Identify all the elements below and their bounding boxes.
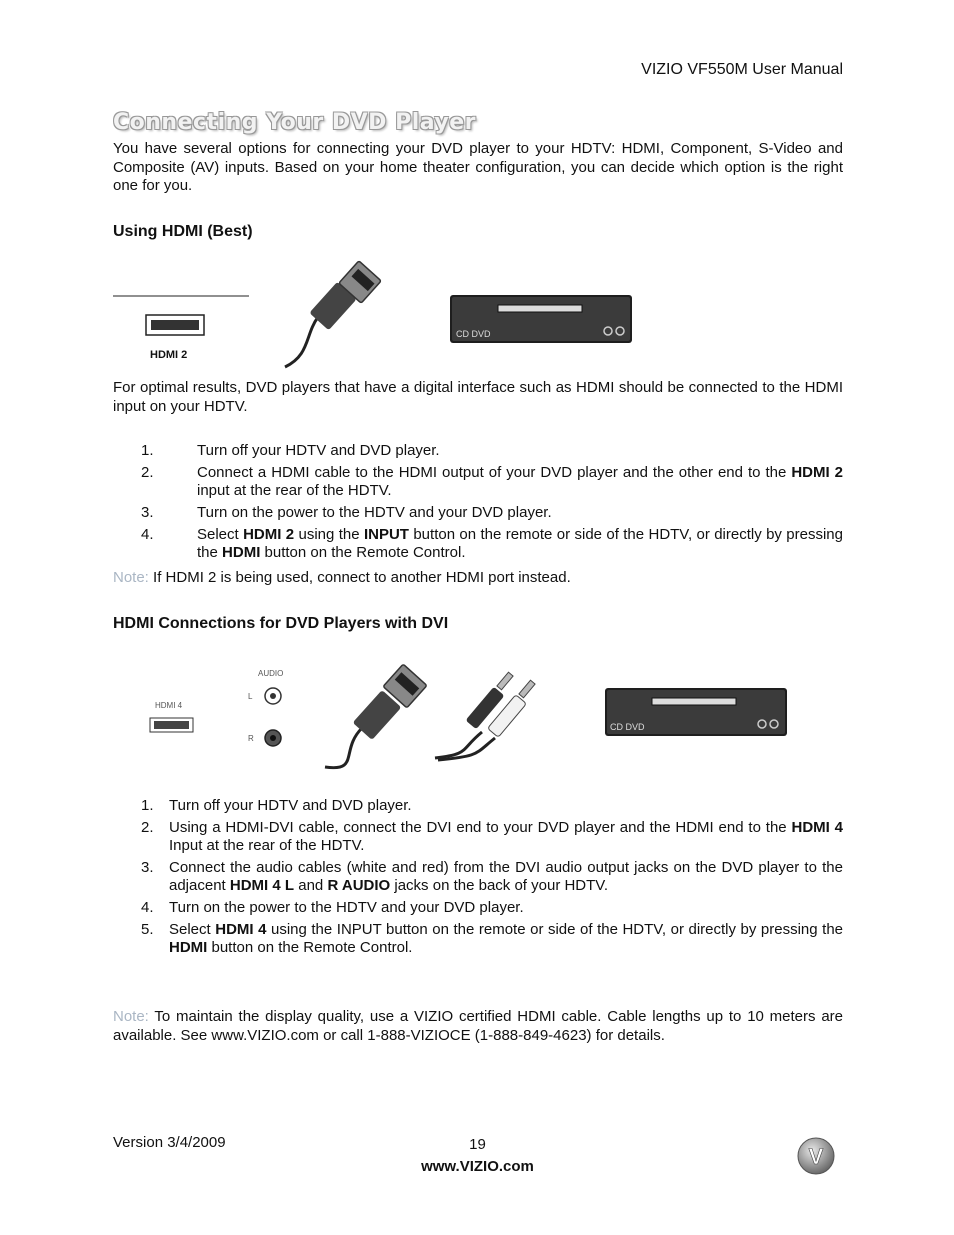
- hdmi-dvi-steps-list: [113, 797, 843, 961]
- dvd-player-icon: [450, 295, 632, 343]
- list-item: 3. Turn on the power to the HDTV and your DVD player.: [141, 504, 552, 521]
- list-item: 4. Turn on the power to the HDTV and your DVD player.: [141, 899, 524, 916]
- page-number: 19: [469, 1136, 486, 1153]
- note-label: Note:: [113, 1008, 149, 1025]
- audio-r-label: R: [248, 734, 254, 743]
- hdmi-connection-diagram: [100, 255, 660, 375]
- vizio-logo-icon: [796, 1134, 838, 1176]
- intro-paragraph: You have several options for connecting your DVD player to your HDTV: HDMI, Component, S-Video and Composite (AV) inputs. Based on your home theater configuration, you can decide which option is the right one for you.: [113, 140, 843, 194]
- note-label: Note:: [113, 569, 149, 586]
- manual-title: VIZIO VF550M User Manual: [641, 61, 843, 78]
- heading-using-hdmi: Using HDMI (Best): [113, 223, 253, 240]
- hdmi-description: For optimal results, DVD players that have a digital interface such as HDMI should be connected to the HDMI input on your HDTV.: [113, 379, 843, 415]
- list-item: 5. Select HDMI 4 using the INPUT button on the remote or side of the HDTV, or directly by pressing the HDMI button on the Remote Control.: [141, 921, 844, 956]
- dvd-player-label: CD DVD: [610, 722, 645, 732]
- list-item: 1. Turn off your HDTV and DVD player.: [141, 797, 412, 814]
- section-title: Connecting Your DVD Player: [113, 110, 477, 135]
- hdmi-note: Note: If HDMI 2 is being used, connect to another HDMI port instead.: [113, 569, 571, 586]
- hdmi-dvi-cable-icon: [325, 664, 427, 768]
- hdmi-steps-list: [113, 442, 843, 566]
- heading-hdmi-dvi: HDMI Connections for DVD Players with DVI: [113, 615, 449, 632]
- audio-label: AUDIO: [258, 669, 284, 678]
- rca-audio-cables-icon: [435, 672, 535, 760]
- final-note: Note: To maintain the display quality, use a VIZIO certified HDMI cable. Cable lengths up to 10 meters are available. See www.VIZIO.com or call 1-888-VIZIOCE (1-888-849-4623) for details.: [113, 1008, 843, 1044]
- hdmi-cable-icon: [285, 261, 381, 367]
- footer-center: [420, 1134, 535, 1178]
- hdmi-port-icon: [146, 315, 204, 335]
- list-item: 2. Connect a HDMI cable to the HDMI output of your DVD player and the other end to the HDMI 2 input at the rear of the HDTV.: [141, 464, 843, 499]
- footer-version: Version 3/4/2009: [113, 1134, 226, 1151]
- audio-l-label: L: [248, 692, 253, 701]
- list-item: 4. Select HDMI 2 using the INPUT button on the remote or side of the HDTV, or directly by pressing the HDMI button on the Remote Control.: [141, 526, 843, 561]
- hdmi-dvi-connection-diagram: [100, 650, 800, 775]
- list-item: 1. Turn off your HDTV and DVD player.: [141, 442, 440, 459]
- list-item: 3. Connect the audio cables (white and red) from the DVI audio output jacks on the DVD player to the adjacent HDMI 4 L and R AUDIO jacks on the back of your HDTV.: [141, 859, 843, 894]
- hdmi-4-label: HDMI 4: [155, 701, 183, 710]
- audio-l-jack-icon: [265, 688, 281, 704]
- audio-r-jack-icon: [265, 730, 281, 746]
- logo-letter: V: [808, 1144, 824, 1169]
- hdmi-2-label: HDMI 2: [150, 349, 188, 361]
- hdmi-4-port-icon: [150, 718, 193, 732]
- footer-website-link[interactable]: www.VIZIO.com: [421, 1158, 534, 1175]
- dvd-player-label: CD DVD: [456, 329, 491, 339]
- list-item: 2. Using a HDMI-DVI cable, connect the DVI end to your DVD player and the HDMI end to the HDMI 4 Input at the rear of the HDTV.: [141, 819, 843, 854]
- dvd-player-icon: [605, 688, 787, 736]
